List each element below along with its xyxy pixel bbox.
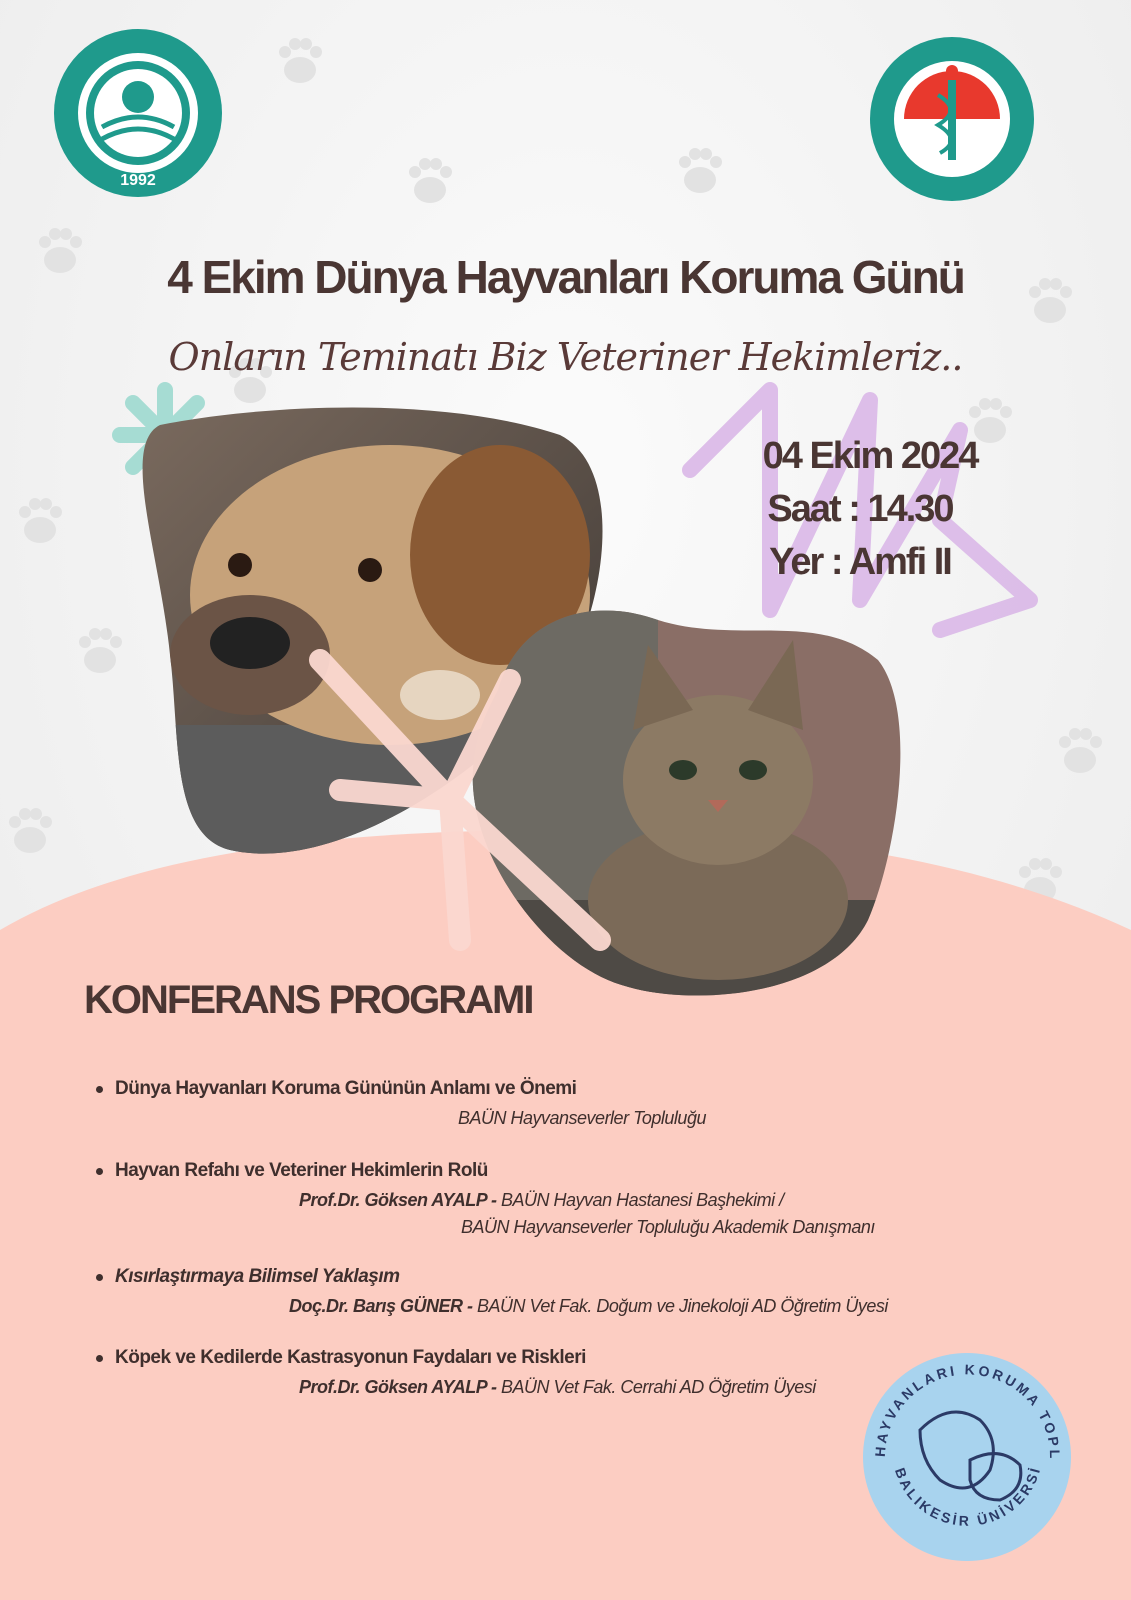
pink-starburst: [300, 640, 620, 960]
university-logo: [52, 27, 224, 199]
animal-protection-society-logo: [860, 1350, 1075, 1565]
event-date: 04 Ekim 2024: [762, 435, 978, 477]
program-item: [96, 1078, 1036, 1129]
event-place: Yer : Amfi II: [769, 541, 951, 583]
program-speaker: Doç.Dr. Barış GÜNER -: [289, 1296, 473, 1316]
program-item: [96, 1160, 1036, 1238]
bullet-icon: [96, 1355, 103, 1362]
svg-text:1992: 1992: [120, 172, 156, 189]
program-speaker: Prof.Dr. Göksen AYALP -: [299, 1190, 497, 1210]
program-topic: Köpek ve Kedilerde Kastrasyonun Faydaları ve Riskleri: [115, 1347, 586, 1368]
page-subtitle: Onların Teminatı Biz Veteriner Hekimleriz..: [168, 335, 963, 379]
svg-text:BALIKESİR ÜNİVERSİTESİ: BALIKESİR ÜNİVERSİ: [891, 1463, 1044, 1529]
program-speaker: Prof.Dr. Göksen AYALP -: [299, 1377, 497, 1397]
program-role: BAÜN Hayvan Hastanesi Başhekimi /: [496, 1190, 784, 1210]
program-role: BAÜN Hayvanseverler Topluluğu: [458, 1108, 706, 1128]
program-role: BAÜN Vet Fak. Doğum ve Jinekoloji AD Öğretim Üyesi: [472, 1296, 888, 1316]
bullet-icon: [96, 1086, 103, 1093]
program-topic: Dünya Hayvanları Koruma Gününün Anlamı ve Önemi: [115, 1078, 577, 1099]
program-role: BAÜN Vet Fak. Cerrahi AD Öğretim Üyesi: [496, 1377, 816, 1397]
bullet-icon: [96, 1168, 103, 1175]
program-role-secondary: BAÜN Hayvanseverler Topluluğu Akademik Danışmanı: [461, 1217, 875, 1237]
svg-text:HAYVANLARI KORUMA TOPLULUĞU: HAYVANLARI KORUMA TOPL: [871, 1361, 1064, 1462]
program-topic: Kısırlaştırmaya Bilimsel Yaklaşım: [115, 1266, 400, 1287]
veterinary-faculty-logo: [868, 35, 1036, 203]
program-heading: KONFERANS PROGRAMI: [84, 978, 533, 1022]
program-topic: Hayvan Refahı ve Veteriner Hekimlerin Rolü: [115, 1160, 488, 1181]
bullet-icon: [96, 1274, 103, 1281]
program-item: [96, 1266, 1036, 1317]
page-title: 4 Ekim Dünya Hayvanları Koruma Günü: [167, 251, 964, 303]
event-time: Saat : 14.30: [767, 488, 953, 530]
